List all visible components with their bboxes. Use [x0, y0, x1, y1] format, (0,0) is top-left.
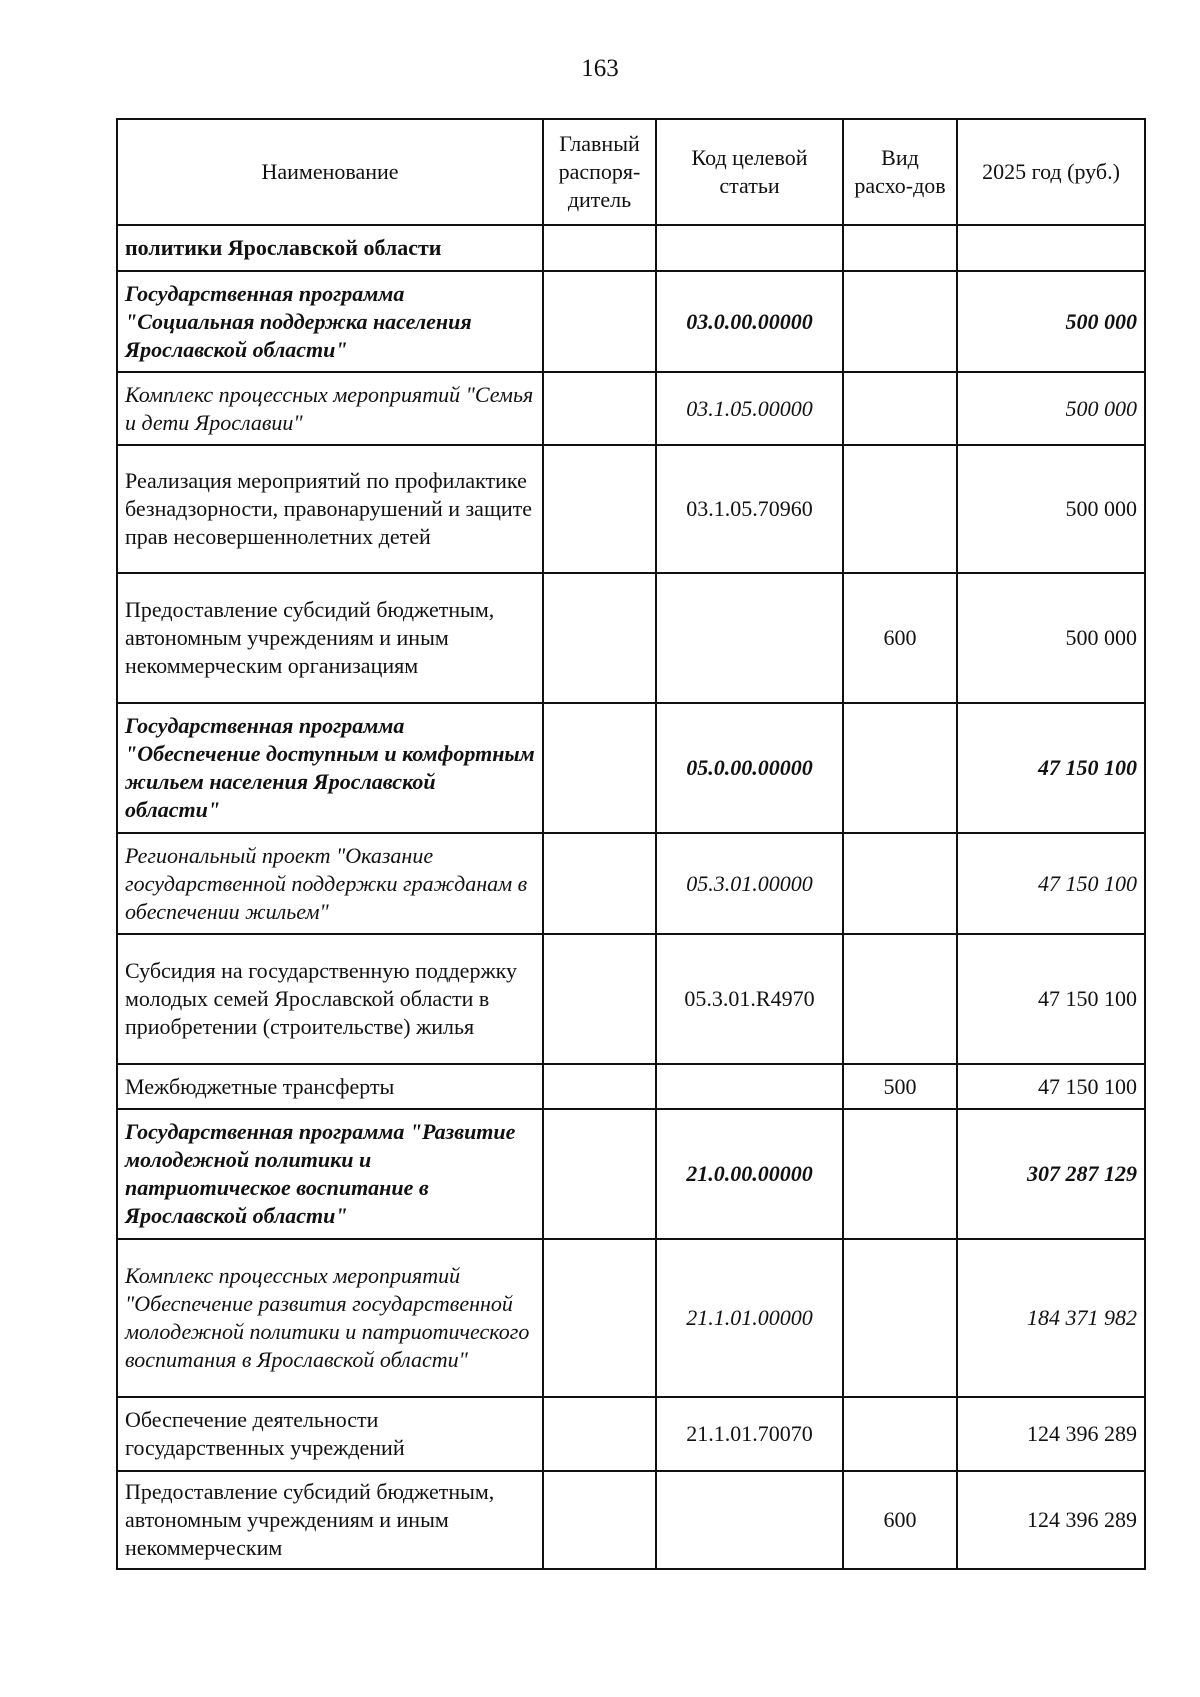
row-target-code: 05.0.00.00000 — [656, 703, 843, 833]
row-main-manager — [543, 833, 656, 934]
row-main-manager — [543, 1471, 656, 1569]
table-row — [117, 1109, 1145, 1239]
header-main-manager: Главный распоря-дитель — [543, 119, 656, 225]
row-name: политики Ярославской области — [117, 225, 543, 271]
row-amount: 47 150 100 — [957, 833, 1145, 934]
row-expense-type: 500 — [843, 1064, 957, 1109]
row-target-code: 21.1.01.70070 — [656, 1397, 843, 1471]
row-expense-type: 600 — [843, 573, 957, 703]
row-expense-type — [843, 934, 957, 1064]
row-expense-type — [843, 372, 957, 445]
row-amount: 47 150 100 — [957, 1064, 1145, 1109]
row-target-code: 03.1.05.00000 — [656, 372, 843, 445]
row-main-manager — [543, 445, 656, 573]
row-amount: 47 150 100 — [957, 934, 1145, 1064]
row-expense-type: 600 — [843, 1471, 957, 1569]
row-amount: 500 000 — [957, 372, 1145, 445]
table-body — [117, 225, 1145, 1569]
row-main-manager — [543, 1239, 656, 1397]
row-main-manager — [543, 703, 656, 833]
header-target-code: Код целевой статьи — [656, 119, 843, 225]
table-row — [117, 1239, 1145, 1397]
table-row — [117, 1064, 1145, 1109]
row-main-manager — [543, 573, 656, 703]
row-target-code — [656, 225, 843, 271]
table-row — [117, 271, 1145, 372]
row-name: Комплекс процессных мероприятий "Обеспечение развития государственной молодежной политики и патриотического воспитания в Ярославской области" — [117, 1239, 543, 1397]
row-expense-type — [843, 1109, 957, 1239]
row-name: Реализация мероприятий по профилактике безнадзорности, правонарушений и защите прав несовершеннолетних детей — [117, 445, 543, 573]
row-main-manager — [543, 1109, 656, 1239]
row-main-manager — [543, 934, 656, 1064]
row-target-code: 05.3.01.R4970 — [656, 934, 843, 1064]
row-main-manager — [543, 1064, 656, 1109]
table-row — [117, 573, 1145, 703]
table-header — [117, 119, 1145, 225]
row-main-manager — [543, 1397, 656, 1471]
header-year-2025: 2025 год (руб.) — [957, 119, 1145, 225]
row-name: Субсидия на государственную поддержку молодых семей Ярославской области в приобретении (строительстве) жилья — [117, 934, 543, 1064]
row-expense-type — [843, 833, 957, 934]
header-expense-type: Вид расхо-дов — [843, 119, 957, 225]
row-expense-type — [843, 225, 957, 271]
header-name: Наименование — [117, 119, 543, 225]
row-main-manager — [543, 372, 656, 445]
row-amount: 184 371 982 — [957, 1239, 1145, 1397]
page-number: 163 — [581, 55, 619, 82]
table-row — [117, 1471, 1145, 1569]
row-amount: 500 000 — [957, 445, 1145, 573]
budget-table — [116, 118, 1146, 1570]
row-amount: 307 287 129 — [957, 1109, 1145, 1239]
table-row — [117, 1397, 1145, 1471]
row-name: Обеспечение деятельности государственных учреждений — [117, 1397, 543, 1471]
row-name: Государственная программа "Социальная поддержка населения Ярославской области" — [117, 271, 543, 372]
row-target-code: 05.3.01.00000 — [656, 833, 843, 934]
row-expense-type — [843, 1397, 957, 1471]
row-target-code — [656, 1471, 843, 1569]
row-name: Предоставление субсидий бюджетным, автономным учреждениям и иным некоммерческим организациям — [117, 573, 543, 703]
table-row — [117, 934, 1145, 1064]
table-row — [117, 372, 1145, 445]
row-target-code: 03.0.00.00000 — [656, 271, 843, 372]
row-amount: 500 000 — [957, 573, 1145, 703]
row-expense-type — [843, 703, 957, 833]
row-target-code — [656, 573, 843, 703]
row-name: Государственная программа "Обеспечение доступным и комфортным жильем населения Ярославской области" — [117, 703, 543, 833]
row-amount: 124 396 289 — [957, 1397, 1145, 1471]
row-name: Государственная программа "Развитие молодежной политики и патриотическое воспитание в Ярославской области" — [117, 1109, 543, 1239]
row-expense-type — [843, 1239, 957, 1397]
row-name: Региональный проект "Оказание государственной поддержки гражданам в обеспечении жильем" — [117, 833, 543, 934]
row-target-code: 03.1.05.70960 — [656, 445, 843, 573]
row-expense-type — [843, 445, 957, 573]
table-row — [117, 703, 1145, 833]
row-target-code: 21.0.00.00000 — [656, 1109, 843, 1239]
row-amount: 47 150 100 — [957, 703, 1145, 833]
row-target-code: 21.1.01.00000 — [656, 1239, 843, 1397]
row-target-code — [656, 1064, 843, 1109]
table-row — [117, 445, 1145, 573]
table-row — [117, 833, 1145, 934]
row-name: Комплекс процессных мероприятий "Семья и дети Ярославии" — [117, 372, 543, 445]
row-amount — [957, 225, 1145, 271]
row-main-manager — [543, 271, 656, 372]
row-main-manager — [543, 225, 656, 271]
row-amount: 500 000 — [957, 271, 1145, 372]
row-name: Межбюджетные трансферты — [117, 1064, 543, 1109]
row-amount: 124 396 289 — [957, 1471, 1145, 1569]
row-name: Предоставление субсидий бюджетным, автономным учреждениям и иным некоммерческим — [117, 1471, 543, 1569]
table-row — [117, 225, 1145, 271]
row-expense-type — [843, 271, 957, 372]
